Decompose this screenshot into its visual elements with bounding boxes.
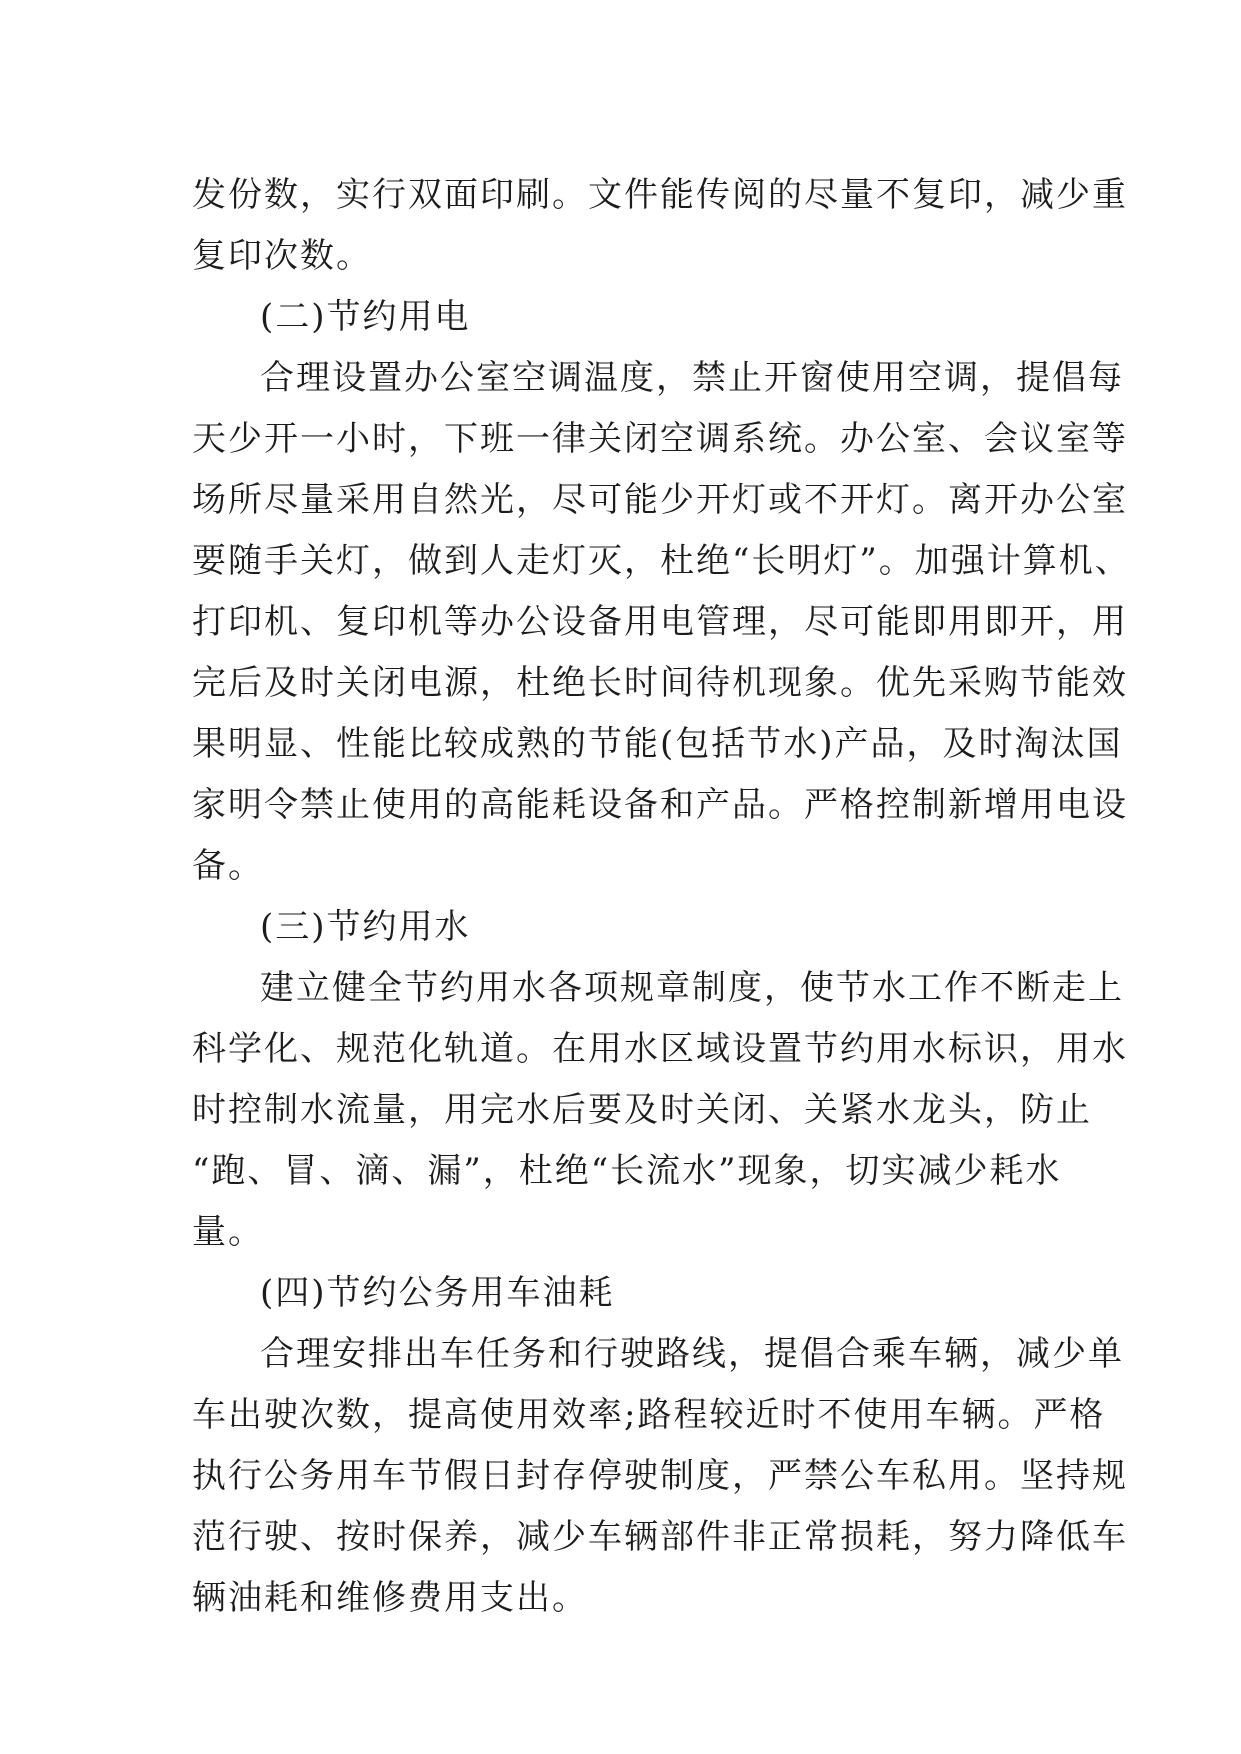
- paragraph-first-line: 合理安排出车任务和行驶路线，提倡合乘车辆，减少单: [260, 1334, 1124, 1374]
- body-line: 时控制水流量，用完水后要及时关闭、关紧水龙头，防止: [192, 1090, 1092, 1130]
- body-line: 辆油耗和维修费用支出。: [192, 1578, 588, 1618]
- section-heading: (四)节约公务用车油耗: [260, 1273, 615, 1313]
- body-line: 范行驶、按时保养，减少车辆部件非正常损耗，努力降低车: [192, 1517, 1128, 1557]
- paragraph-first-line: 建立健全节约用水各项规章制度，使节水工作不断走上: [260, 968, 1124, 1008]
- body-line: 要随手关灯，做到人走灯灭，杜绝“长明灯”。加强计算机、: [192, 541, 1131, 581]
- body-line: 打印机、复印机等办公设备用电管理，尽可能即用即开，用: [192, 602, 1128, 642]
- body-line: 果明显、性能比较成熟的节能(包括节水)产品，及时淘汰国: [192, 724, 1123, 764]
- body-line: 科学化、规范化轨道。在用水区域设置节约用水标识，用水: [192, 1029, 1128, 1069]
- paragraph-first-line: 合理设置办公室空调温度，禁止开窗使用空调，提倡每: [260, 358, 1124, 398]
- body-line: 场所尽量采用自然光，尽可能少开灯或不开灯。离开办公室: [192, 480, 1128, 520]
- body-line: 备。: [192, 846, 264, 886]
- body-line: 量。: [192, 1212, 264, 1252]
- body-line: 复印次数。: [192, 236, 372, 276]
- body-line: “跑、冒、滴、漏”，杜绝“长流水”现象，切实减少耗水: [192, 1151, 1062, 1191]
- section-heading: (三)节约用水: [260, 907, 471, 947]
- section-heading: (二)节约用电: [260, 297, 471, 337]
- body-line: 家明令禁止使用的高能耗设备和产品。严格控制新增用电设: [192, 785, 1128, 825]
- document-body: [192, 165, 1131, 1629]
- body-line: 车出驶次数，提高使用效率;路程较近时不使用车辆。严格: [192, 1395, 1106, 1435]
- body-line: 天少开一小时，下班一律关闭空调系统。办公室、会议室等: [192, 419, 1128, 459]
- body-line: 完后及时关闭电源，杜绝长时间待机现象。优先采购节能效: [192, 663, 1128, 703]
- body-line: 执行公务用车节假日封存停驶制度，严禁公车私用。坚持规: [192, 1456, 1128, 1496]
- body-line: 发份数，实行双面印刷。文件能传阅的尽量不复印，减少重: [192, 175, 1128, 215]
